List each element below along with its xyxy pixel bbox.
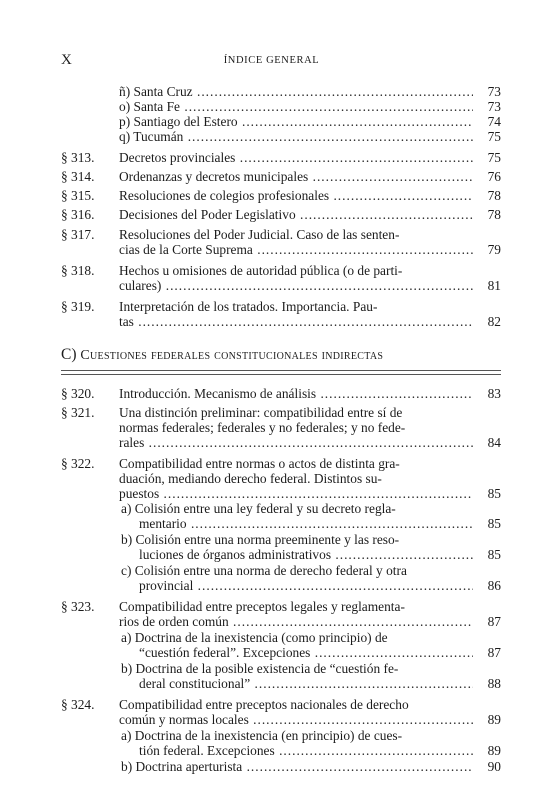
entry-title: b) Colisión entre una norma preeminente y las reso- — [121, 532, 400, 547]
entry-title: Ordenanzas y decretos municipales ..... — [119, 168, 473, 185]
section-title: Cuestiones federales constitucionales indirectas — [80, 348, 384, 363]
toc-entry — [0, 711, 543, 728]
entry-title: Introducción. Mecanismo de análisis ..... — [119, 385, 473, 402]
toc-entry — [0, 546, 543, 563]
entry-title: Decretos provinciales ..... — [119, 149, 473, 166]
toc-entry — [0, 644, 543, 661]
entry-title: a) Doctrina de la inexistencia (en principio) de cues- — [121, 728, 403, 743]
section-letter: C) — [61, 346, 77, 363]
entry-title: Resoluciones del Poder Judicial. Caso de las senten- — [119, 227, 400, 242]
page-reference: 82 — [487, 314, 501, 329]
toc-entry — [0, 241, 543, 258]
page-reference: 83 — [487, 386, 501, 401]
entry-title: culares) ..... — [119, 277, 473, 294]
toc-entry — [0, 515, 543, 532]
section-number: § 320. — [61, 386, 95, 401]
entry-title: Hechos u omisiones de autoridad pública (o de parti- — [119, 263, 403, 278]
toc-entry — [0, 577, 543, 594]
page-reference: 85 — [487, 486, 501, 501]
page-reference: 78 — [487, 188, 501, 203]
entry-title: a) Colisión entre una ley federal y su decreto regla- — [121, 501, 396, 516]
entry-title: b) Doctrina aperturista ..... — [121, 758, 473, 775]
toc-entry — [0, 434, 543, 451]
page-reference: 86 — [487, 578, 501, 593]
entry-title: rales ..... — [119, 434, 473, 451]
page-reference: 85 — [487, 516, 501, 531]
section-number: § 314. — [61, 169, 95, 184]
entry-title: o) Santa Fe ..... — [119, 98, 473, 115]
page-reference: 73 — [487, 84, 501, 99]
section-heading-text — [61, 346, 383, 364]
page-reference: 88 — [487, 676, 501, 691]
entry-title: tión federal. Excepciones ..... — [139, 742, 473, 759]
toc-entry — [0, 613, 543, 630]
entry-title: puestos ..... — [119, 485, 473, 502]
page-reference: 89 — [487, 712, 501, 727]
section-rule-top — [61, 370, 501, 371]
section-rule-bottom — [61, 374, 501, 375]
entry-title: q) Tucumán ..... — [119, 128, 473, 145]
toc-entry — [0, 758, 543, 775]
entry-title: c) Colisión entre una norma de derecho federal y otra — [121, 563, 407, 578]
section-number: § 319. — [61, 299, 95, 314]
entry-title: Compatibilidad entre preceptos legales y reglamenta- — [119, 599, 405, 614]
entry-title: p) Santiago del Estero ..... — [119, 113, 473, 130]
section-number: § 323. — [61, 599, 95, 614]
page-reference: 85 — [487, 547, 501, 562]
page-reference: 75 — [487, 129, 501, 144]
page-reference: 89 — [487, 743, 501, 758]
entry-title: común y normas locales ..... — [119, 711, 473, 728]
section-number: § 313. — [61, 150, 95, 165]
entry-title: cias de la Corte Suprema ..... — [119, 241, 473, 258]
toc-entry — [0, 128, 543, 145]
page-reference: 84 — [487, 435, 501, 450]
entry-title: b) Doctrina de la posible existencia de “cuestión fe- — [121, 661, 399, 676]
section-number: § 318. — [61, 263, 95, 278]
entry-title: Decisiones del Poder Legislativo ..... — [119, 206, 473, 223]
page-reference: 90 — [487, 759, 501, 774]
entry-title: normas federales; federales y no federales; y no fede- — [119, 420, 406, 435]
section-number: § 321. — [61, 405, 95, 420]
page-number-label: X — [61, 52, 72, 68]
entry-title: luciones de órganos administrativos ..... — [139, 546, 473, 563]
page-reference: 75 — [487, 150, 501, 165]
page-reference: 87 — [487, 614, 501, 629]
toc-entry — [0, 385, 543, 402]
toc-entry — [0, 206, 543, 223]
page-reference: 79 — [487, 242, 501, 257]
entry-title: Compatibilidad entre normas o actos de distinta gra- — [119, 456, 400, 471]
page-reference: 78 — [487, 207, 501, 222]
page-reference: 81 — [487, 278, 501, 293]
entry-title: rios de orden común ..... — [119, 613, 473, 630]
entry-title: Una distinción preliminar: compatibilidad entre sí de — [119, 405, 403, 420]
entry-title: tas ..... — [119, 313, 473, 330]
section-number: § 316. — [61, 207, 95, 222]
entry-title: provincial ..... — [139, 577, 473, 594]
toc-entry — [0, 277, 543, 294]
entry-title: Resoluciones de colegios profesionales ..... — [119, 187, 473, 204]
toc-entry — [0, 313, 543, 330]
section-number: § 322. — [61, 456, 95, 471]
entry-title: a) Doctrina de la inexistencia (como principio) de — [121, 630, 388, 645]
toc-entry — [0, 742, 543, 759]
toc-entry — [0, 675, 543, 692]
entry-title: duación, mediando derecho federal. Distintos su- — [119, 471, 382, 486]
running-title: ÍNDICE GENERAL — [223, 55, 320, 66]
section-number: § 317. — [61, 227, 95, 242]
entry-title: ñ) Santa Cruz ..... — [119, 83, 473, 100]
entry-title: “cuestión federal”. Excepciones ..... — [139, 644, 473, 661]
entry-title: Interpretación de los tratados. Importancia. Pau- — [119, 299, 378, 314]
section-number: § 324. — [61, 697, 95, 712]
page-reference: 73 — [487, 99, 501, 114]
toc-entry — [0, 187, 543, 204]
page-reference: 74 — [487, 114, 501, 129]
page-reference: 76 — [487, 169, 501, 184]
toc-entry — [0, 168, 543, 185]
entry-title: mentario ..... — [139, 515, 473, 532]
page-reference: 87 — [487, 645, 501, 660]
section-number: § 315. — [61, 188, 95, 203]
toc-entry — [0, 149, 543, 166]
entry-title: deral constitucional” ..... — [139, 675, 473, 692]
entry-title: Compatibilidad entre preceptos nacionales de derecho — [119, 697, 409, 712]
